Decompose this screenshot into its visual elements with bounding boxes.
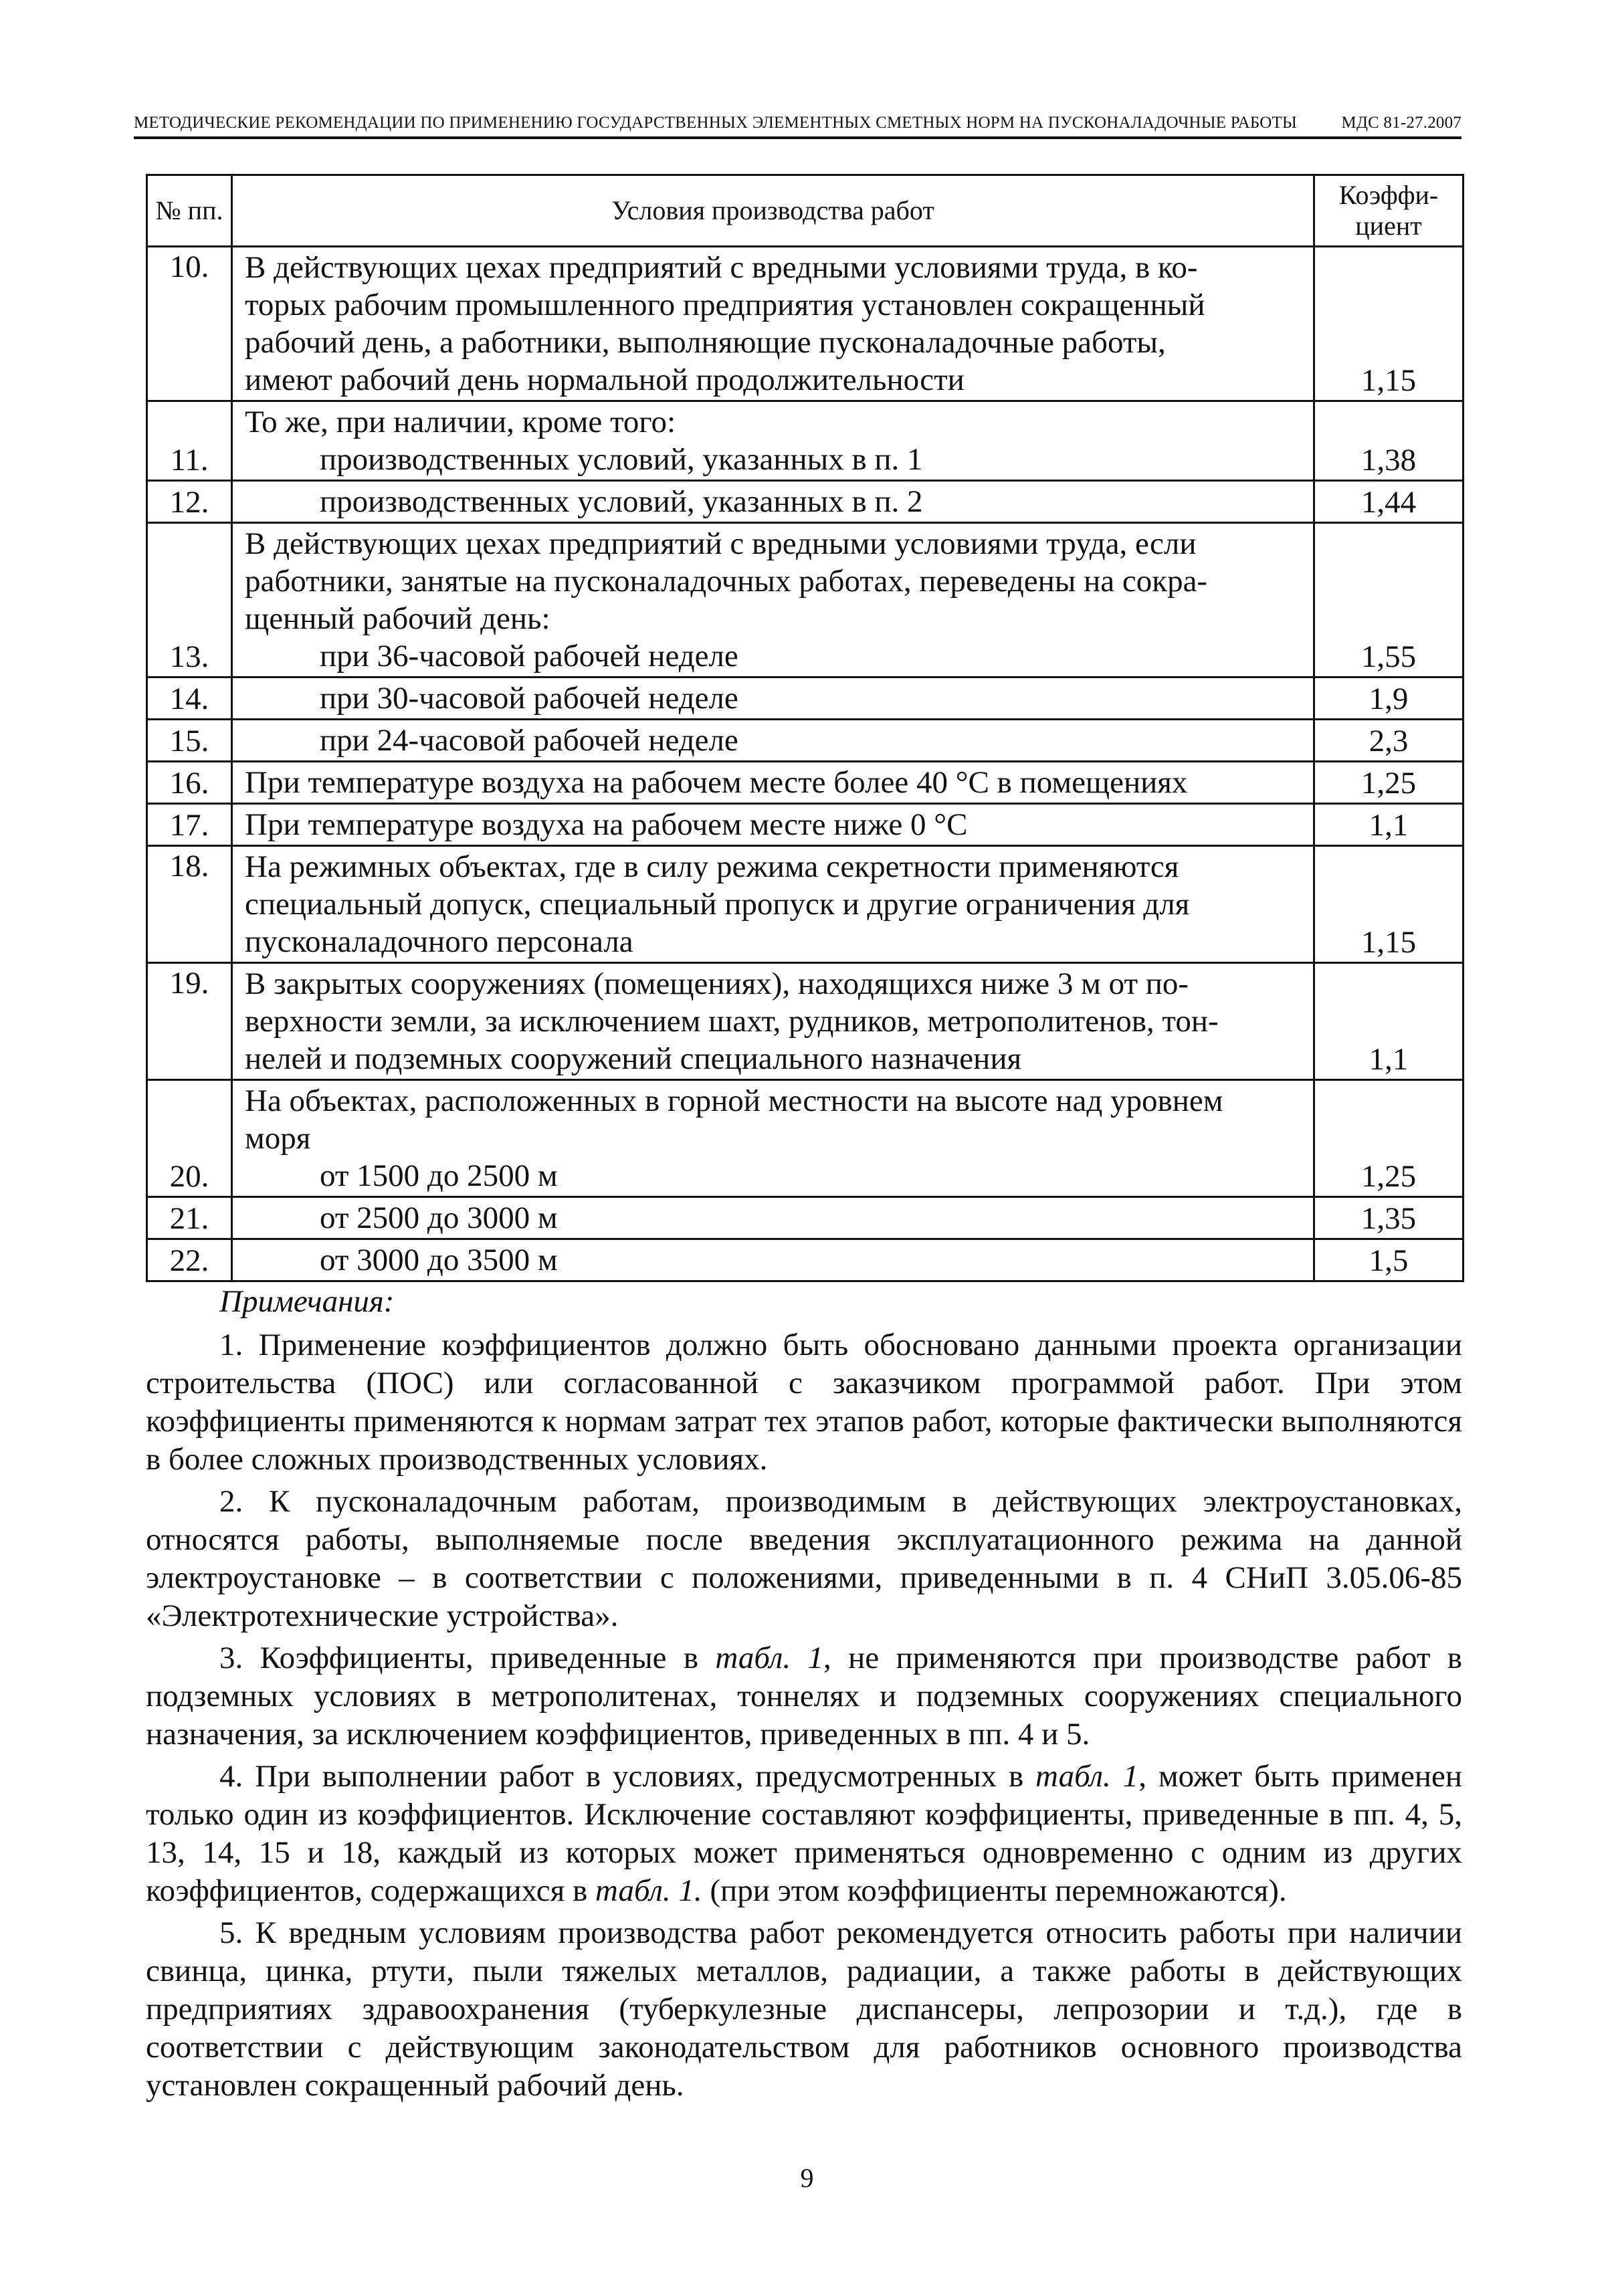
row-condition bbox=[232, 1197, 1314, 1239]
condition-line: при 30-часовой рабочей неделе bbox=[320, 681, 738, 716]
group-lead-line: На объектах, расположенных в горной местности на высоте над уровнем bbox=[245, 1083, 1223, 1118]
note-text: , может быть применен только один из коэффициентов. Исключение составляют коэффициенты, приведенные в пп. 4, 5, 13, 14, 15 и 18, каждый из которых может применяться одновременно с одним из других коэффициентов, содержащихся в bbox=[146, 1759, 1463, 1908]
row-coefficient: 1,15 bbox=[1314, 247, 1464, 401]
condition-line: На режимных объектах, где в силу режима секретности применяются bbox=[245, 849, 1179, 884]
row-number: 13. bbox=[147, 523, 232, 677]
table-row bbox=[147, 247, 1464, 401]
table-row bbox=[147, 481, 1464, 523]
condition-line: производственных условий, указанных в п. 1 bbox=[320, 442, 923, 477]
note-3 bbox=[146, 1639, 1462, 1754]
row-coefficient: 1,35 bbox=[1314, 1197, 1464, 1239]
table-reference: табл. 1 bbox=[715, 1641, 824, 1675]
table-row bbox=[147, 1197, 1464, 1239]
condition-line: производственных условий, указанных в п. 2 bbox=[320, 484, 923, 519]
condition-line: нелей и подземных сооружений специального назначения bbox=[245, 1041, 1022, 1076]
group-lead-line: работники, занятые на пусконаладочных работах, переведены на сокра- bbox=[245, 564, 1208, 599]
header-code: МДС 81-27.2007 bbox=[1341, 114, 1461, 132]
note-5: 5. К вредным условиям производства работ рекомендуется относить работы при наличии свинца, цинка, ртути, пыли тяжелых металлов, радиации, а также работы в действующих предприятиях здравоохранения (туберкулезные диспансеры, лепрозории и т.д.), где в соответствии с действующим законодательством для работников основного производства установлен сокращенный рабочий день. bbox=[146, 1915, 1462, 2103]
condition-line: при 24-часовой рабочей неделе bbox=[320, 723, 738, 758]
table-row bbox=[147, 963, 1464, 1080]
table-row bbox=[147, 677, 1464, 720]
header-title: МЕТОДИЧЕСКИЕ РЕКОМЕНДАЦИИ ПО ПРИМЕНЕНИЮ ГОСУДАРСТВЕННЫХ ЭЛЕМЕНТНЫХ СМЕТНЫХ НОРМ НА ПУСКОНАЛАДОЧНЫЕ РАБОТЫ bbox=[134, 114, 1297, 132]
row-number: 18. bbox=[147, 846, 232, 963]
table-reference: табл. 1. bbox=[595, 1873, 702, 1908]
condition-line: от 2500 до 3000 м bbox=[320, 1201, 558, 1235]
group-lead-line: щенный рабочий день: bbox=[245, 601, 550, 636]
row-number: 16. bbox=[147, 762, 232, 804]
running-header bbox=[134, 114, 1461, 139]
row-number: 20. bbox=[147, 1080, 232, 1197]
note-1: 1. Применение коэффициентов должно быть обосновано данными проекта организации строительства (ПОС) или согласованной с заказчиком программой работ. При этом коэффициенты применяются к нормам затрат тех этапов работ, которые фактически выполняются в более сложных производственных условиях. bbox=[146, 1328, 1462, 1477]
coefficients-table bbox=[146, 174, 1464, 1282]
row-condition bbox=[232, 846, 1314, 963]
row-number: 19. bbox=[147, 963, 232, 1080]
column-header-coefficient: Коэффи-циент bbox=[1314, 175, 1464, 247]
note-2: 2. К пусконаладочным работам, производимым в действующих электроустановках, относятся работы, выполняемые после введения эксплуатационного режима на данной электроустановке – в соответствии с положениями, приведенными в п. 4 СНиП 3.05.06-85 «Электротехнические устройства». bbox=[146, 1484, 1462, 1633]
table-reference: табл. 1 bbox=[1035, 1759, 1139, 1794]
row-condition bbox=[232, 677, 1314, 720]
group-lead-line: В действующих цехах предприятий с вредными условиями труда, если bbox=[245, 526, 1197, 561]
row-coefficient: 2,3 bbox=[1314, 720, 1464, 762]
row-number: 22. bbox=[147, 1239, 232, 1281]
condition-line: верхности земли, за исключением шахт, рудников, метрополитенов, тон- bbox=[245, 1004, 1219, 1039]
notes-title: Примечания: bbox=[219, 1284, 395, 1319]
note-4 bbox=[146, 1758, 1462, 1910]
table-row bbox=[147, 1080, 1464, 1197]
condition-line: рабочий день, а работники, выполняющие пусконаладочные работы, bbox=[245, 325, 1166, 360]
row-condition bbox=[232, 1080, 1314, 1197]
table-row bbox=[147, 762, 1464, 804]
row-coefficient: 1,38 bbox=[1314, 401, 1464, 481]
row-condition: При температуре воздуха на рабочем месте ниже 0 °С bbox=[232, 804, 1314, 846]
row-coefficient: 1,5 bbox=[1314, 1239, 1464, 1281]
row-condition bbox=[232, 1239, 1314, 1281]
row-condition bbox=[232, 481, 1314, 523]
row-number: 15. bbox=[147, 720, 232, 762]
condition-line: пусконаладочного персонала bbox=[245, 924, 633, 959]
page-number: 9 bbox=[800, 2163, 814, 2193]
row-condition bbox=[232, 523, 1314, 677]
row-number: 10. bbox=[147, 247, 232, 401]
row-number: 14. bbox=[147, 677, 232, 720]
condition-line: торых рабочим промышленного предприятия установлен сокращенный bbox=[245, 288, 1205, 322]
table-row bbox=[147, 804, 1464, 846]
table-row bbox=[147, 846, 1464, 963]
row-number: 12. bbox=[147, 481, 232, 523]
row-number: 21. bbox=[147, 1197, 232, 1239]
condition-line: В закрытых сооружениях (помещениях), находящихся ниже 3 м от по- bbox=[245, 966, 1189, 1001]
row-coefficient: 1,25 bbox=[1314, 762, 1464, 804]
condition-line: от 1500 до 2500 м bbox=[320, 1158, 558, 1193]
table-row bbox=[147, 523, 1464, 677]
group-lead-line: моря bbox=[245, 1121, 311, 1156]
note-text: 4. При выполнении работ в условиях, предусмотренных в bbox=[219, 1759, 1036, 1794]
row-condition bbox=[232, 401, 1314, 481]
table-row bbox=[147, 401, 1464, 481]
condition-line: имеют рабочий день нормальной продолжительности bbox=[245, 362, 965, 397]
group-lead-line: То же, при наличии, кроме того: bbox=[245, 405, 676, 439]
row-coefficient: 1,55 bbox=[1314, 523, 1464, 677]
row-coefficient: 1,1 bbox=[1314, 804, 1464, 846]
condition-line: В действующих цехах предприятий с вредными условиями труда, в ко- bbox=[245, 250, 1198, 285]
row-coefficient: 1,44 bbox=[1314, 481, 1464, 523]
note-text: (при этом коэффициенты перемножаются). bbox=[702, 1873, 1287, 1908]
row-number: 17. bbox=[147, 804, 232, 846]
row-condition bbox=[232, 720, 1314, 762]
condition-line: при 36-часовой рабочей неделе bbox=[320, 639, 738, 673]
row-number: 11. bbox=[147, 401, 232, 481]
row-coefficient: 1,15 bbox=[1314, 846, 1464, 963]
row-condition bbox=[232, 963, 1314, 1080]
column-header-number: № пп. bbox=[147, 175, 232, 247]
row-coefficient: 1,25 bbox=[1314, 1080, 1464, 1197]
notes-section bbox=[146, 1283, 1462, 2109]
row-coefficient: 1,1 bbox=[1314, 963, 1464, 1080]
note-text: , не применяются при производстве работ в подземных условиях в метрополитенах, тоннелях и подземных сооружениях специального назначения, за исключением коэффициентов, приведенных в пп. 4 и 5. bbox=[146, 1641, 1462, 1752]
condition-line: специальный допуск, специальный пропуск и другие ограничения для bbox=[245, 887, 1190, 922]
row-condition: При температуре воздуха на рабочем месте более 40 °С в помещениях bbox=[232, 762, 1314, 804]
note-text: 3. Коэффициенты, приведенные в bbox=[219, 1641, 716, 1675]
condition-line: от 3000 до 3500 м bbox=[320, 1243, 558, 1277]
table-row bbox=[147, 1239, 1464, 1281]
column-header-conditions: Условия производства работ bbox=[232, 175, 1314, 247]
table-header-row bbox=[147, 175, 1464, 247]
table-row bbox=[147, 720, 1464, 762]
row-condition bbox=[232, 247, 1314, 401]
row-coefficient: 1,9 bbox=[1314, 677, 1464, 720]
